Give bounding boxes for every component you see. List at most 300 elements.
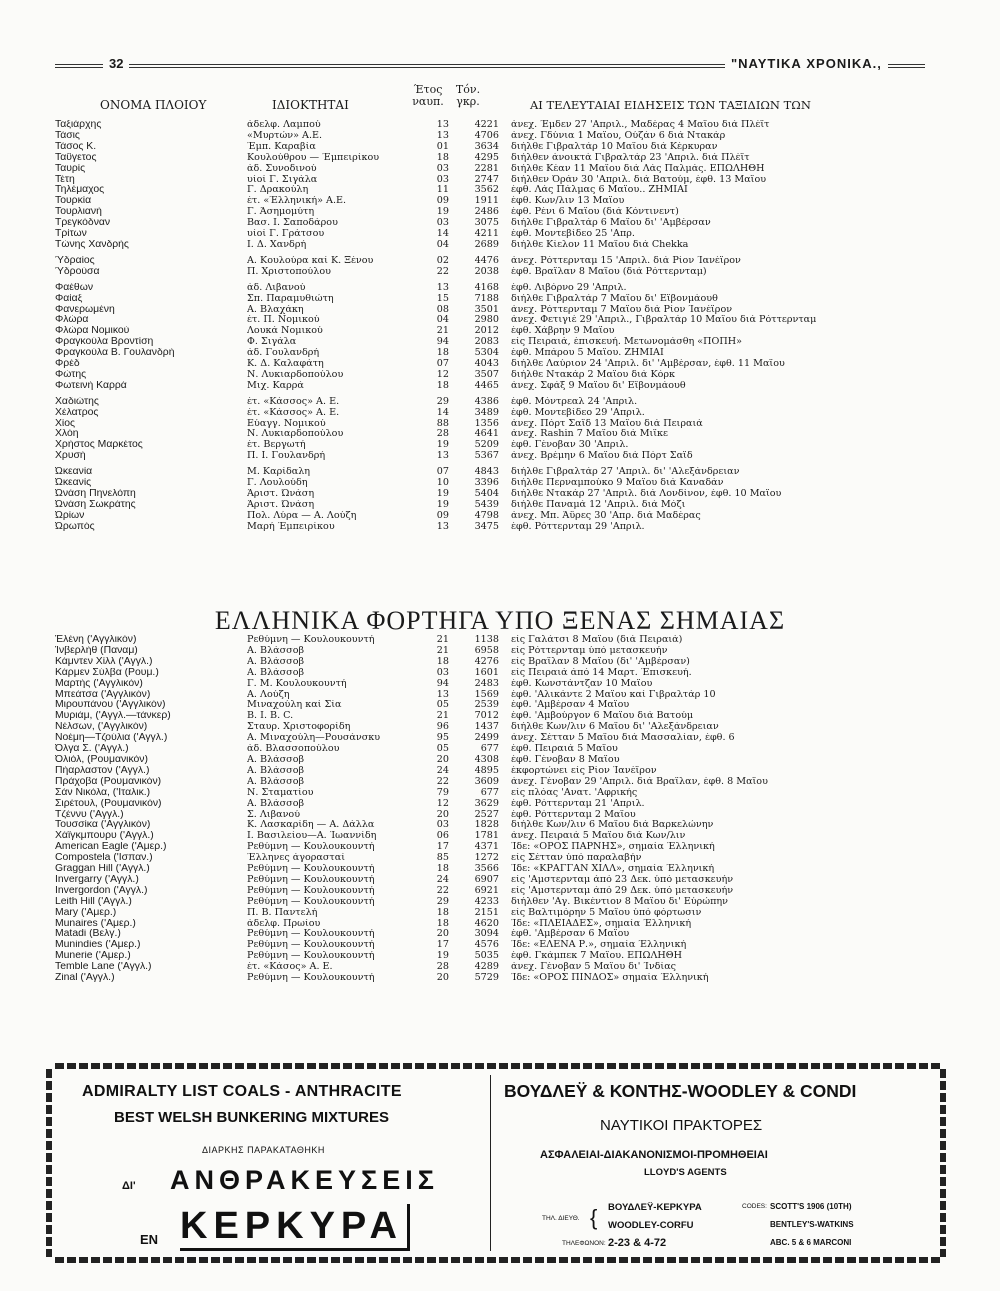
voyage-news: έφθ. 'Αμβέρσαν 4 Μαΐου (511, 700, 630, 711)
col-header-owner: ΙΔΙΟΚΤΗΤΑΙ (272, 98, 349, 112)
tonnage: 3609 (474, 776, 499, 787)
build-year: 20 (436, 973, 449, 984)
ship-name: Compostela ('Ισπαν.) (55, 853, 153, 864)
tonnage: 3396 (474, 478, 499, 489)
ship-row (55, 886, 935, 897)
tonnage: 4295 (474, 152, 499, 163)
tonnage: 2483 (474, 678, 499, 689)
brace: { (590, 1205, 598, 1230)
ship-owner: Ρεθύμνη — Κουλουκουντή (247, 951, 375, 962)
ship-row (55, 489, 935, 500)
ship-row (55, 315, 935, 326)
tonnage: 4843 (474, 467, 499, 478)
voyage-news: έφθ. Μπάρου 5 Μαΐου. ΖΗΜΙΑΙ (511, 348, 664, 359)
voyage-news: είς Γαλάτσι 8 Μαΐου (διά Πειραιά) (511, 635, 683, 645)
voyage-news: έφθ. Κωνστάντζαν 10 Μαΐου (511, 678, 653, 689)
ship-owner: Α. Βλάσσοβ (247, 656, 305, 667)
ad-right-line4: LLOYD'S AGENTS (644, 1167, 727, 1178)
build-year: 19 (436, 489, 449, 499)
ship-owner: άδ. Συνοδινού (247, 163, 317, 174)
advertisement-frame (52, 1063, 940, 1263)
ship-name: Ώνάση Σωκράτης (55, 499, 136, 510)
ad-right-company: ΒΟΥΔΛΕΫ & ΚΟΝΤΗΣ-WOODLEY & CONDI (504, 1081, 857, 1101)
tonnage: 5035 (474, 951, 499, 962)
build-year: 04 (436, 315, 449, 326)
build-year: 13 (436, 689, 449, 700)
ship-name: Τουσσίκα ('Αγγλικόν) (55, 820, 151, 831)
tonnage: 3075 (474, 218, 499, 229)
ship-name: Πράχοβα (Ρουμανικόν) (55, 776, 162, 787)
build-year: 18 (436, 380, 449, 391)
build-year: 28 (436, 962, 449, 973)
ship-name: Σιρέτουλ, (Ρουμανικόν) (55, 798, 162, 809)
ship-row (55, 668, 935, 679)
ad-right-telegr2: WOODLEY-CORFU (608, 1220, 694, 1231)
ship-owner: Ρεθύμνη — Κουλουκουντή (247, 885, 375, 896)
tonnage: 1828 (474, 820, 499, 831)
tonnage: 2083 (474, 337, 499, 348)
ad-right-codes-label: CODES: (742, 1203, 767, 1210)
ship-row (55, 788, 935, 799)
ship-owner: Γ. Δρακούλη (247, 185, 309, 196)
ship-name: Χάϊγκμπουρυ ('Αγγλ.) (55, 831, 154, 842)
ship-owner: άδ. Γουλανδρή (247, 348, 320, 359)
ship-name: Matadi (Βελγ.) (55, 929, 121, 940)
build-year: 03 (436, 163, 449, 174)
ship-owner: Π. Χριστοπούλου (247, 266, 331, 277)
voyage-news: άνεχ. Πειραιά 5 Μαΐου διά Κων/λιν (511, 831, 686, 842)
build-year: 05 (436, 744, 449, 755)
journal-title: "ΝΑΥΤΙΚΑ ΧΡΟΝΙΚΑ., (725, 56, 888, 71)
ship-name: Χέλατρος (55, 407, 99, 418)
ship-owner: Ρεθύμνη — Κουλουκουντή (247, 635, 375, 645)
ship-owner: Γ. Άσημομύτη (247, 207, 315, 218)
build-year: 21 (436, 326, 449, 337)
tonnage: 4233 (474, 896, 499, 907)
voyage-news: είς 'Αμστερνταμ άπό 29 Δεκ. ύπό μετασκευήν (511, 885, 734, 896)
voyage-news: έφθ. Βραΐλαν 8 Μαΐου (διά Ρόττερνταμ) (511, 266, 707, 277)
ship-row (55, 153, 935, 164)
tonnage: 3566 (474, 864, 499, 875)
ship-owner: υίοί Γ. Σιγάλα (247, 174, 318, 185)
voyage-news: άνεχ. Έμδεν 27 'Απριλ., Μαδέρας 4 Μαΐου διά Πλέϊτ (511, 120, 770, 130)
voyage-news: διήλθε Γιβραλτάρ 6 Μαΐου δι' 'Αμβέρσαν (511, 218, 711, 229)
build-year: 03 (436, 174, 449, 185)
voyage-news: Ίδε: «ΠΛΕΙΑΔΕΣ», σημαία Έλληνική (511, 918, 692, 929)
ship-owner: Ρεθύμνη — Κουλουκουντή (247, 896, 375, 907)
tonnage: 1911 (474, 196, 499, 207)
build-year: 21 (436, 645, 449, 656)
build-year: 01 (436, 141, 449, 152)
ship-name: Τάσις (55, 130, 80, 141)
ship-owner: Μ. Καρίδαλη (247, 467, 311, 478)
ship-owner: Ν. Λυκιαρδοπούλου (247, 369, 344, 380)
ship-name: Φραγκούλα Β. Γουλανδρή (55, 348, 175, 359)
ship-owner: Ρεθύμνη — Κουλουκουντή (247, 940, 375, 951)
ship-name: Ώρωπός (55, 521, 95, 532)
build-year: 18 (436, 864, 449, 875)
build-year: 96 (436, 722, 449, 733)
ship-row (55, 646, 935, 657)
tonnage: 2980 (474, 315, 499, 326)
voyage-news: διήλθε Παναμά 12 'Απριλ. διά Μόζι (511, 499, 686, 510)
build-year: 19 (436, 951, 449, 962)
ship-name: Graggan Hill ('Αγγλ.) (55, 864, 150, 875)
ship-owner: Α. Βλάσσοβ (247, 645, 305, 656)
ad-right-code1: SCOTT'S 1906 (10TH) (770, 1202, 852, 1211)
tonnage: 7012 (474, 711, 499, 722)
tonnage: 6907 (474, 874, 499, 885)
build-year: 28 (436, 429, 449, 440)
ship-row (55, 733, 935, 744)
build-year: 13 (436, 282, 449, 293)
ship-row (55, 820, 935, 831)
ship-name: Τρεγκόδναν (55, 218, 111, 229)
ship-row (55, 810, 935, 821)
ship-row (55, 326, 935, 337)
ship-row (55, 397, 935, 408)
tonnage: 677 (480, 787, 499, 798)
voyage-news: είς Πειραιά, έπισκευή. Μετωνομάσθη «ΠΟΠΗ» (511, 337, 743, 348)
ship-name: Μαρτής ('Αγγλικόν) (55, 678, 143, 689)
ship-name: Όλιόλ, (Ρουμανικόν) (55, 754, 148, 765)
tonnage: 1569 (474, 689, 499, 700)
ship-name: Χαδιώτης (55, 396, 99, 407)
ship-row (55, 722, 935, 733)
ship-row (55, 511, 935, 522)
ship-name: Temble Lane ('Αγγλ.) (55, 962, 152, 973)
voyage-news: διήλθε Κων/λιν 6 Μαΐου δι' 'Αλεξάνδρειαν (511, 722, 719, 733)
build-year: 18 (436, 152, 449, 163)
ship-row (55, 919, 935, 930)
ship-owner: Α. Λούζη (247, 689, 290, 700)
col-header-year: Έτος ναυπ. (412, 83, 444, 108)
tonnage: 4371 (474, 842, 499, 853)
tonnage: 2689 (474, 239, 499, 250)
voyage-news: έφθ. Γένοβαν 30 'Απριλ. (511, 440, 629, 451)
build-year: 29 (436, 396, 449, 407)
ship-row (55, 305, 935, 316)
build-year: 04 (436, 239, 449, 250)
ad-right-phone-label: ΤΗΛΕΦΩΝΟΝ: (562, 1240, 606, 1247)
ship-owner: Ι. Δ. Χανδρή (247, 239, 307, 250)
tonnage: 5367 (474, 451, 499, 462)
voyage-news: έφθ. Ρόττερνταμ 29 'Απριλ. (511, 521, 645, 532)
build-year: 20 (436, 809, 449, 820)
voyage-news: έφθ. Ρένι 6 Μαΐου (διά Κόντινεντ) (511, 207, 679, 218)
ship-owner: Μιναχούλη καί Σία (247, 700, 342, 711)
ship-row (55, 131, 935, 142)
ship-name: Φλώρα (55, 315, 89, 326)
ship-row (55, 500, 935, 511)
ship-owner: Άριστ. Ώνάση (247, 499, 315, 510)
voyage-news: άνεχ. Ρόττερνταμ 15 'Απριλ. διά Ρίον Ίανέϊρον (511, 255, 741, 266)
ship-owner: Έμπ. Καραβία (247, 141, 316, 152)
voyage-news: άνεχ. Ρόττερνταμ 7 Μαΐου διά Ρίον Ίανέϊρον (511, 304, 733, 315)
foreign-flag-table (55, 635, 935, 984)
build-year: 19 (436, 207, 449, 218)
ship-row (55, 429, 935, 440)
col-header-tons: Τόν. γκρ. (455, 83, 481, 108)
voyage-news: είς Σέτταν ύπό παραλαβήν (511, 853, 642, 864)
build-year: 21 (436, 635, 449, 645)
voyage-news: έφθ. Λιβόρνο 29 'Απριλ. (511, 282, 627, 293)
ad-right-code3: ABC. 5 & 6 MARCONI (770, 1238, 852, 1247)
ship-name: Χρυσή (55, 451, 86, 462)
build-year: 29 (436, 896, 449, 907)
voyage-news: άνεχ. Φετιγιέ 29 'Απριλ., Γιβραλτάρ 10 Μαΐου διά Ρόττερνταμ (511, 315, 817, 326)
ship-owner: Π. Β. Παντελή (247, 907, 318, 918)
ship-name: Έλένη ('Αγγλικόν) (55, 635, 137, 645)
voyage-news: διήλθε Ντακάρ 2 Μαΐου διά Κόρκ (511, 369, 676, 380)
voyage-news: άνεχ. Πόρτ Σαΐδ 13 Μαΐου διά Πειραιά (511, 418, 703, 429)
build-year: 85 (436, 853, 449, 864)
ship-row (55, 359, 935, 370)
tonnage: 2012 (474, 326, 499, 337)
tonnage: 5439 (474, 499, 499, 510)
ship-row (55, 240, 935, 251)
ship-owner: έτ. «Κάσσος» Α. Ε. (247, 407, 340, 418)
ship-name: Munaires ('Αμερ.) (55, 918, 136, 929)
build-year: 13 (436, 120, 449, 130)
ship-owner: Α. Βλάσσοβ (247, 667, 305, 678)
ship-name: Νοέμη—Τζούλια ('Αγγλ.) (55, 733, 168, 744)
ship-owner: υίοί Γ. Γράτσου (247, 229, 325, 240)
voyage-news: διήλθεν 'Αγ. Βικέντιον 8 Μαΐου δι' Εύρώπην (511, 896, 729, 907)
tonnage: 677 (480, 744, 499, 755)
ship-name: Mary ('Αμερ.) (55, 907, 117, 918)
ship-name: Τουρκία (55, 196, 92, 207)
ship-row (55, 951, 935, 962)
ship-name: Ίνβερλήθ (Παναμ) (55, 645, 138, 656)
ad-left-big2: ΚΕΡΚΥΡΑ (180, 1204, 410, 1251)
tonnage: 2151 (474, 907, 499, 918)
voyage-news: διήλθεν Όράν 30 'Απριλ. διά Βατούμ, έφθ. 13 Μαΐου (511, 174, 767, 185)
ship-owner: Σταυρ. Χριστοφορίδη (247, 722, 351, 733)
build-year: 22 (436, 266, 449, 277)
build-year: 79 (436, 787, 449, 798)
ship-name: Μιρουπάνου ('Αγγλικόν) (55, 700, 166, 711)
voyage-news: είς Πειραιά άπό 14 Μαρτ. Έπισκευή. (511, 667, 692, 678)
ship-owner: Γ. Μ. Κουλουκουντή (247, 678, 347, 689)
ship-owner: Ν. Σταματίου (247, 787, 314, 798)
voyage-news: διήλθε Κων/λιν 6 Μαΐου διά Βαρκελώνην (511, 820, 714, 831)
ad-right-telegr1: ΒΟΥΔΛΕΫ-ΚΕΡΚΥΡΑ (608, 1202, 702, 1213)
tonnage: 2527 (474, 809, 499, 820)
ship-owner: Έλληνες άγορασταί (247, 853, 345, 864)
tonnage: 4620 (474, 918, 499, 929)
voyage-news: έφθ. Γένοβαν 8 Μαΐου (511, 754, 620, 765)
build-year: 03 (436, 667, 449, 678)
ship-row (55, 419, 935, 430)
ship-row (55, 940, 935, 951)
ad-left-line1: ADMIRALTY LIST COALS - ANTHRACITE (82, 1083, 402, 1100)
tonnage: 6921 (474, 885, 499, 896)
ship-name: Φλώρα Νομικού (55, 326, 130, 337)
ship-row (55, 142, 935, 153)
ship-row (55, 229, 935, 240)
tonnage: 4465 (474, 380, 499, 391)
ad-left-line3: ΔΙΑΡΚΗΣ ΠΑΡΑΚΑΤΑΘΗΚΗ (202, 1145, 325, 1155)
tonnage: 4706 (474, 130, 499, 141)
ship-name: Ύδρούσα (55, 266, 100, 277)
ship-row (55, 256, 935, 267)
ship-name: Φανερωμένη (55, 304, 115, 315)
tonnage: 4211 (474, 229, 499, 240)
tonnage: 5209 (474, 440, 499, 451)
tonnage: 4289 (474, 962, 499, 973)
ship-owner: Ρεθύμνη — Κουλουκουντή (247, 973, 375, 984)
ship-owner: Λουκά Νομικού (247, 326, 323, 337)
ship-name: Χίος (55, 418, 76, 429)
ship-name: Ύδραίος (55, 255, 95, 266)
tonnage: 2747 (474, 174, 499, 185)
build-year: 18 (436, 918, 449, 929)
ship-owner: Ν. Λυκιαρδοπούλου (247, 429, 344, 440)
ship-owner: άδ. Λιβανού (247, 282, 306, 293)
ship-owner: έτ. «Κάσος» Α. Ε. (247, 962, 333, 973)
build-year: 14 (436, 229, 449, 240)
ship-owner: Βασ. Ι. Σαποδάρου (247, 218, 338, 229)
tonnage: 4221 (474, 120, 499, 130)
ship-row (55, 175, 935, 186)
ad-divider (490, 1075, 491, 1251)
ship-row (55, 478, 935, 489)
tonnage: 1437 (474, 722, 499, 733)
tonnage: 4043 (474, 359, 499, 370)
ship-row (55, 348, 935, 359)
ship-owner: Εύαγγ. Νομικού (247, 418, 326, 429)
ship-name: Ώκεανία (55, 467, 93, 478)
ship-row (55, 973, 935, 984)
build-year: 09 (436, 196, 449, 207)
ad-left-prefix1: ΔΙ' (122, 1180, 136, 1192)
ship-name: Munindies ('Αμερ.) (55, 940, 141, 951)
ship-owner: Κ. Λασκαρίδη — Α. Δάλλα (247, 820, 375, 831)
voyage-news: άνεχ. Γένοβαν 5 Μαΐου δι' Ίνδίας (511, 962, 677, 973)
ad-right-line2: ΝΑΥΤΙΚΟΙ ΠΡΑΚΤΟΡΕΣ (600, 1117, 763, 1134)
voyage-news: έφθ. Μόντρεαλ 24 'Απριλ. (511, 396, 638, 407)
build-year: 12 (436, 369, 449, 380)
ship-name: Τέτη (55, 174, 75, 185)
build-year: 07 (436, 359, 449, 370)
tonnage: 1272 (474, 853, 499, 864)
tonnage: 3507 (474, 369, 499, 380)
build-year: 15 (436, 293, 449, 304)
ship-owner: Π. Ι. Γουλανδρή (247, 451, 326, 462)
ship-owner: έτ. «Κάσσος» Α. Ε. (247, 396, 340, 407)
build-year: 18 (436, 656, 449, 667)
ship-name: Όλγα Σ. ('Αγγλ.) (55, 744, 129, 755)
ship-name: Ώρίων (55, 510, 85, 521)
ship-owner: Ρεθύμνη — Κουλουκουντή (247, 874, 375, 885)
ship-row (55, 864, 935, 875)
ship-owner: Ρεθύμνη — Κουλουκουντή (247, 864, 375, 875)
tonnage: 4308 (474, 754, 499, 765)
build-year: 94 (436, 337, 449, 348)
voyage-news: έφθ. 'Αμβέρσαν 6 Μαΐου (511, 929, 630, 940)
ship-name: Ώκεανίς (55, 478, 92, 489)
ship-row (55, 853, 935, 864)
voyage-news: διήλθε Λαύριον 24 'Απριλ. δι' 'Αμβέρσαν, έφθ. 11 Μαΐου (511, 359, 785, 370)
tonnage: 4476 (474, 255, 499, 266)
ad-right-telegr-label: ΤΗΛ. ΔΙΕΥΘ. (542, 1215, 580, 1222)
ship-row (55, 679, 935, 690)
ship-name: Πήαρλαστον ('Αγγλ.) (55, 765, 150, 776)
tonnage: 3489 (474, 407, 499, 418)
voyage-news: διήλθε Γιβραλτάρ 7 Μαΐου δι' Εΐβονμάουθ (511, 293, 718, 304)
ship-owner: Α. Βλάσσοβ (247, 798, 305, 809)
section-title: ΕΛΛΗΝΙΚΑ ΦΟΡΤΗΓΑ ΥΠΟ ΞΕΝΑΣ ΣΗΜΑΙΑΣ (214, 606, 786, 635)
build-year: 14 (436, 407, 449, 418)
voyage-news: είς πλόας 'Ανατ. 'Αφρικής (511, 787, 638, 798)
ship-row (55, 196, 935, 207)
ship-owner: Μιχ. Καρρά (247, 380, 304, 391)
ship-owner: έτ. Βεργωτή (247, 440, 306, 451)
voyage-news: είς Βαλτιμόρην 5 Μαΐου ύπό φόρτωσιν (511, 907, 702, 918)
build-year: 03 (436, 820, 449, 831)
voyage-news: έφθ. Λάς Πάλμας 6 Μαΐου.. ΖΗΜΙΑΙ (511, 185, 688, 196)
build-year: 13 (436, 521, 449, 532)
greek-fleet-table (55, 120, 935, 533)
ship-owner: Γ. Λουλούδη (247, 478, 308, 489)
ship-name: American Eagle ('Αμερ.) (55, 842, 167, 853)
ship-owner: Κ. Δ. Καλαφάτη (247, 359, 324, 370)
ship-row (55, 467, 935, 478)
voyage-news: έφθ. Πειραιά 5 Μαΐου (511, 744, 618, 755)
ship-row (55, 744, 935, 755)
build-year: 88 (436, 418, 449, 429)
ad-right-phone: 2-23 & 4-72 (608, 1237, 667, 1249)
tonnage: 4895 (474, 765, 499, 776)
voyage-news: έφθ. Ρόττερνταμ 2 Μαΐου (511, 809, 636, 820)
build-year: 10 (436, 478, 449, 489)
voyage-news: άνεχ. Γένοβαν 29 'Απριλ. διά Βραΐλαν, έφθ. 8 Μαΐου (511, 776, 768, 787)
ship-owner: έτ. «Έλληνική» Α.Ε. (247, 196, 347, 207)
tonnage: 2486 (474, 207, 499, 218)
ship-owner: Φ. Σιγάλα (247, 337, 297, 348)
ship-row (55, 799, 935, 810)
build-year: 20 (436, 754, 449, 765)
tonnage: 4641 (474, 429, 499, 440)
build-year: 13 (436, 130, 449, 141)
ship-row (55, 522, 935, 533)
ship-name: Invergarry ('Αγγλ.) (55, 874, 139, 885)
tonnage: 3475 (474, 521, 499, 532)
ship-owner: Α. Βλάσσοβ (247, 754, 305, 765)
ship-name: Τουρλιανή (55, 207, 102, 218)
ship-owner: Ρεθύμνη — Κουλουκουντή (247, 929, 375, 940)
ad-left-line2: BEST WELSH BUNKERING MIXTURES (114, 1109, 390, 1126)
ship-row (55, 842, 935, 853)
ship-owner: έτ. Π. Νομικού (247, 315, 320, 326)
voyage-news: διήλθε Ντακάρ 27 'Απριλ. διά Λονδίνον, έφθ. 10 Μαΐου (511, 489, 782, 499)
voyage-news: άνεχ. Μπ. Άϋρες 30 'Απρ. διά Μαδέρας (511, 510, 701, 521)
ship-name: Τώνης Χανδρής (55, 239, 129, 250)
ship-name: Νέλσων, ('Αγγλικόν) (55, 722, 148, 733)
ship-name: Φώτης (55, 369, 87, 380)
build-year: 24 (436, 765, 449, 776)
ship-row (55, 897, 935, 908)
tonnage: 3634 (474, 141, 499, 152)
ad-left-big1: ΑΝΘΡΑΚΕΥΣΕΙΣ (170, 1165, 439, 1195)
ship-owner: Κουλούθρου — Έμπειρίκου (247, 152, 380, 163)
ship-name: Τζέννυ ('Αγγλ.) (55, 809, 124, 820)
voyage-news: έφθ. Κων/λιν 13 Μαΐου (511, 196, 625, 207)
voyage-news: Ίδε: «ΕΛΕΝΑ Ρ.», σημαία Έλληνική (511, 940, 687, 951)
ship-name: Φαέθων (55, 282, 94, 293)
ship-owner: Άριστ. Ώνάση (247, 489, 315, 499)
